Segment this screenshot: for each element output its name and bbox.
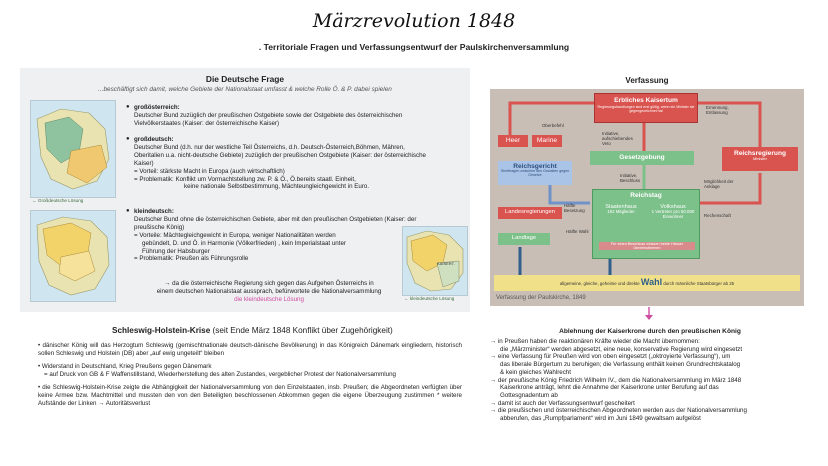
page-subtitle: . Territoriale Fragen und Verfassungsentwurf der Paulskirchenversammlung: [258, 42, 570, 52]
grossdeutsch-problematik-2: keine nationale Selbstbestimmung, Mächteungleichgewicht in Euro.: [184, 183, 370, 191]
note-oberbefehl: Oberbefehl: [542, 123, 564, 128]
verfassung-diagram: [490, 89, 804, 306]
schleswig-point-2a: • Widerstand in Deutschland, Krieg Preußens gegen Dänemark: [38, 363, 212, 371]
wahl-footer-pre: allgemeine, gleiche, geheime und direkte: [559, 281, 640, 286]
kleindeutsch-block: [126, 208, 434, 263]
grossoest-block: [126, 104, 434, 128]
schleswig-title-bold: Schleswig-Holstein-Krise: [112, 326, 211, 335]
ablehnung-title: Ablehnung der Kaiserkrone durch den preußischen König: [559, 328, 741, 335]
ablehnung-line: & kein gleiches Wahlrecht: [500, 368, 571, 376]
staatenhaus-members: 192 Mitglieder: [607, 209, 635, 215]
box-reichsgericht: [498, 161, 572, 185]
grossdeutsch-block: [126, 136, 434, 191]
kleindeutsch-vorteil-3: Führung der Habsburger: [142, 247, 210, 255]
ablehnung-line: → der preußische König Friedrich Wilhelm IV., dem die Nationalversammlung im März 1848: [490, 376, 742, 384]
box-reichstag: [592, 189, 700, 259]
ablehnung-line: → die preußischen und österreichischen Abgeordneten werden aus der Nationalversammlung: [490, 407, 747, 415]
ablehnung-line: → eine Verfassung für Preußen wird von oben eingesetzt („oktroyierte Verfassung“), um: [490, 353, 731, 361]
box-gesetzgebung: Gesetzgebung: [590, 151, 694, 165]
note-haelfte-wahl: Hälfte Wahl: [566, 229, 589, 234]
map-label-kaisert: KAISERT.: [437, 261, 455, 266]
box-volkshaus: [649, 204, 697, 220]
schleswig-point-1: • dänischer König will das Herzogtum Schleswig (gemischtnationale deutsch-dänische Bevölkerung) in das Königreich Dänemark eingliedern, historisch sollen Schleswig und Holstein (DB) aber „auf ewig ungeteilt“ bleiben: [38, 342, 462, 357]
map-grossdeutsch: [30, 210, 116, 302]
map-caption-kleindeutsch: ← kleindeutsche Lösung: [404, 296, 455, 301]
ablehnung-line: Kaiserkrone anträgt, lehnt die Annahme der Kaiserkrone unter Berufung auf das: [500, 384, 719, 392]
note-haelfte-besetzung: Hälfte Besetzung: [564, 203, 585, 214]
diagram-caption: Verfassung der Paulskirche, 1849: [496, 295, 586, 301]
box-wahl-footer: [494, 275, 800, 291]
note-initiative-beschluss: Initiative, Beschluss: [620, 173, 641, 184]
note-anklage: Möglichkeit der Anklage: [704, 179, 734, 190]
reichsgericht-label: Reichsgericht: [513, 163, 557, 170]
schleswig-title-rest: (seit Ende März 1848 Konflikt über Zugehörigkeit): [210, 326, 393, 335]
map-grossoesterreich: [30, 100, 116, 198]
box-landesregierungen: Landesregierungen: [498, 207, 562, 219]
conclusion-highlight: die kleindeutsche Lösung: [234, 295, 304, 303]
reichsregierung-label: Reichsregierung: [733, 150, 787, 157]
ablehnung-line: → damit ist auch der Verfassungsentwurf gescheitert: [490, 399, 635, 407]
bullet-icon: ●: [126, 208, 130, 214]
note-ernennung: Ernennung, Entlassung: [706, 105, 729, 116]
kleindeutsch-text: Deutscher Bund ohne die österreichischen Gebiete, aber mit den preußischen Ostgebieten (Kaiser: der preußische König): [134, 215, 417, 231]
box-heer: Heer: [498, 135, 528, 147]
ablehnung-line: → in Preußen haben die reaktionären Kräfte wieder die Macht übernommen:: [490, 338, 700, 345]
page-title: Märzrevolution 1848: [312, 10, 516, 32]
kleindeutsch-vorteil-2: gebündelt, D. und Ö. in Harmonie (Völkerfrieden) , kein Imperialstaat unter: [142, 239, 346, 247]
staatenhaus-label: Staatenhaus: [605, 204, 637, 210]
note-rechenschaft: Rechenschaft: [704, 213, 731, 218]
map-caption-grossdeutsch: ← Großdeutsche Lösung: [32, 198, 84, 203]
grossdeutsch-heading: großdeutsch:: [134, 136, 174, 143]
map-grossdeutsch-drawing: [31, 211, 115, 301]
deutsche-frage-title: Die Deutsche Frage: [205, 74, 285, 84]
grossoest-heading: großösterreich:: [134, 104, 180, 111]
schleswig-point-2b: = auf Druck von GB & F Waffenstillstand, Wiederherstellung des alten Zustandes, vergeblicher Protest der Nationalversammlung: [44, 370, 396, 378]
ablehnung-line: abberufen, das „Rumpfparlament“ wird im Juni 1849 gewaltsam aufgelöst: [500, 415, 701, 423]
reichsregierung-minister: Minister: [752, 156, 767, 162]
box-staatenhaus: [597, 204, 645, 215]
reichstag-label: Reichstag: [630, 192, 662, 199]
schleswig-point-3: • die Schleswig-Holstein-Krise zeigte die Abhängigkeit der Nationalversammlung von den Einzelstaaten, insb. Preußen; die Abgeordneten verfügten über keine Armee bzw. Machtmittel und mussten den von den Beteiligten beschlossenen Abkommen gegen die eigene Überzeugung zustimmen * weitere Aufstände der Linken → Autoritätsverlust: [38, 384, 462, 407]
kleindeutsch-vorteil-1: = Vorteile: Mächtegleichgewicht in Europa, weniger Nationalitäten werden: [134, 231, 336, 239]
kaisertum-note: Regierungshandlungen sind erst gültig, wenn ein Minister sie gegengezeichnet hat: [597, 105, 695, 114]
ablehnung-line: Gottesgnadentum ab: [500, 391, 558, 399]
conclusion-block: [134, 280, 404, 304]
ablehnung-text: [490, 338, 810, 423]
grossdeutsch-vorteil: = Vorteil: stärkste Macht in Europa (auch wirtschaftlich): [134, 167, 285, 175]
verfassung-title: Verfassung: [625, 76, 669, 85]
deutsche-frage-panel: [20, 68, 470, 312]
box-marine: Marine: [532, 135, 562, 147]
volkshaus-label: Volkshaus: [660, 204, 686, 210]
grossdeutsch-problematik-1: = Problematik: Konflikt um Vormachtstellung zw. P. & Ö., Ö.bereits staatl. Einheit,: [134, 175, 356, 183]
kaisertum-label: Erbliches Kaisertum: [614, 97, 678, 104]
note-initiative-veto: Initiative, aufschiebendes Veto: [602, 131, 633, 147]
deutsche-frage-subtitle: ...beschäftigt sich damit, welche Gebiete der Nationalstaat umfasst & welche Rolle Ö. & P. dabei spielen: [98, 86, 392, 93]
wahl-footer-post: durch männliche Staatsbürger ab 25: [663, 281, 735, 286]
conclusion-line-2: einem deutschen Nationalstaat aussprach, befürwortete die Nationalversammlung: [156, 287, 382, 295]
grossdeutsch-text: Deutscher Bund (d.h. nur der westliche Teil Österreichs, d.h. Deutsch-Österreich,Böhmen, Mähren, Oberitalien u.a. nicht-deutsche Gebiete) zuzüglich der preußischen Ostgebiete (Kaiser: der österreichische Kaiser): [134, 143, 426, 167]
grossoest-text: Deutscher Bund zuzüglich der preußischen Ostgebiete sowie der Ostgebiete des österreichischen Vielvölkerstaates (Kaiser: der österreichische Kaiser): [134, 111, 403, 127]
ablehnung-line: das liberale Bürgertum zu beruhigen; die Verfassung enthält keinen Grundrechtskatalog: [500, 361, 741, 369]
box-landtage: Landtage: [498, 233, 550, 245]
ablehnung-line: die „Märzminister“ werden abgesetzt, eine neue, konservative Regierung wird eingesetzt: [500, 345, 743, 353]
kleindeutsch-heading: kleindeutsch:: [134, 208, 174, 215]
bullet-icon: ●: [126, 136, 130, 142]
box-reichsregierung: [722, 147, 798, 171]
box-kaisertum: [594, 93, 698, 123]
map-grossoesterreich-drawing: [31, 101, 115, 197]
volkshaus-members: 1 Vertreter pro 50.000 Einwohner: [651, 209, 695, 219]
schleswig-title: [112, 326, 393, 335]
schleswig-point-2: [38, 363, 462, 378]
wahl-footer-big: Wahl: [640, 277, 663, 287]
bullet-icon: ●: [126, 104, 130, 110]
conclusion-line-1: → da die österreichische Regierung sich gegen das Aufgehen Österreichs in: [164, 280, 374, 287]
reichstag-beschluss: Für einen Beschluss müssen beide Häuser übereinstimmen: [599, 242, 695, 250]
reichsgericht-note: Streitfragen zwischen den Gewalten gegen Gesetze: [500, 169, 570, 178]
schleswig-text: [38, 342, 462, 413]
arrow-down-icon: [644, 307, 654, 321]
kleindeutsch-problematik: = Problematik: Preußen als Führungsrolle: [134, 255, 249, 263]
